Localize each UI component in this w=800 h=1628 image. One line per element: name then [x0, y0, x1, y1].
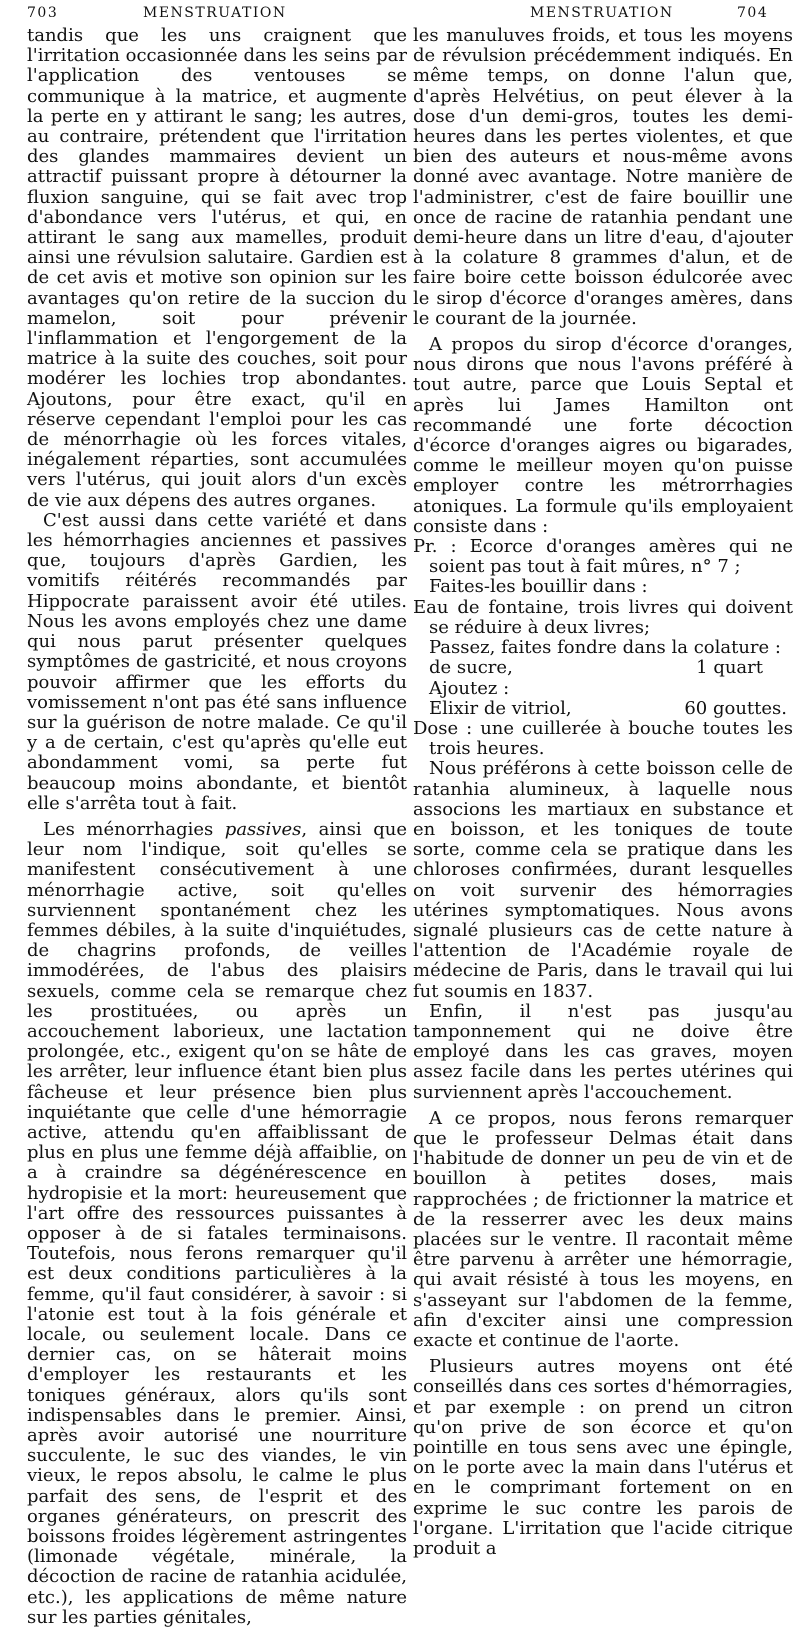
left-paragraph-3-rest: , ainsi que leur nom l'indique, soit qu'elles se manifestent consécutivement à une ménorrhagie active, soit qu'elles surviennent spontanément chez les femmes débiles, à la suite d'inquiétudes, de chagrins profonds, de veilles immodérées, de l'abus des plaisirs sexuels, comme cela se remarque chez les prostituées, ou après un accouchement laborieux, une lactation prolongée, etc., exigent qu'on se hâte de les arrêter, leur influence étant bien plus fâcheuse et leur présence bien plus inquiétante que celle d'une hémorragie active, attendu qu'en affaiblissant de plus en plus une femme déjà affaiblie, on a à craindre sa dégénérescence en hydropisie et la mort: heureusement que l'art offre des ressources puissantes à opposer à de si fatales terminaisons. Toutefois, nous ferons remarquer qu'il est deux conditions particulières à la femme, qu'il faut considérer, à savoir : si l'atonie est tout à la fois générale et locale, ou seulement locale. Dans ce dernier cas, on se hâterait moins d'employer les restaurants et les toniques généraux, alors qu'ils sont indispensables dans le premier. Ainsi, après avoir autorisé une nourriture succulente, le suc des viandes, le vin vieux, le repos absolu, le calme le plus parfait des sens, de l'esprit et des organes générateurs, on prescrit des boissons froides légèrement astringentes (limonade végétale, minérale, la décoction de racine de ratanhia acidulée, etc.), les applications de même nature sur les parties génitales,	[27, 818, 407, 1628]
right-page-number: 704	[737, 5, 769, 21]
left-paragraph-2: C'est aussi dans cette variété et dans les hémorrhagies anciennes et passives que, toujours d'après Gardien, les vomitifs réitérés recommandés par Hippocrate paraissent avoir été utiles. Nous les avons employés chez une dame qui nous parut présenter quelques symptômes de gastricité, et nous croyons pouvoir affirmer que les efforts du vomissement n'ont pas été sans influence sur la guérison de notre malade. Ce qu'il y a de certain, c'est qu'après qu'elle eut abondamment vomi, sa perte fut beaucoup moins abondante, et bientôt elle s'arrêta tout à fait.	[27, 509, 407, 814]
formula-add: Ajoutez :	[429, 677, 510, 699]
formula-sugar-label: de sucre,	[429, 657, 513, 679]
left-page-number: 703	[27, 5, 59, 21]
right-column	[413, 25, 793, 1560]
formula-pr: Pr. : Ecorce d'oranges amères qui ne soient pas tout à fait mûres, n° 7 ;	[413, 536, 793, 578]
right-paragraph-4: Enfin, il n'est pas jusqu'au tamponnement qui ne doive être employé dans les cas graves, moyen assez facile dans les pertes utérines qui surviennent après l'accouchement.	[413, 1000, 793, 1103]
formula-water: Eau de fontaine, trois livres qui doivent se réduire à deux livres;	[413, 596, 793, 638]
formula-boil: Faites-les bouillir dans :	[429, 576, 648, 598]
right-running-title: MENSTRUATION	[530, 5, 674, 21]
formula-sugar-row	[413, 658, 793, 678]
right-paragraph-1: les manuluves froids, et tous les moyens de révulsion précédemment indiqués. En même temps, on donne l'alun que, d'après Helvétius, on peut élever à la dose d'un demi-gros, toutes les demi-heures dans les pertes violentes, et que bien des auteurs et nous-même avons donné avec avantage. Notre manière de l'administrer, c'est de faire bouillir une once de racine de ratanhia pendant une demi-heure dans un litre d'eau, d'ajouter à la colature 8 grammes d'alun, et de faire boire cette boisson édulcorée avec le sirop d'écorce d'oranges amères, dans le courant de la journée.	[413, 25, 793, 329]
right-paragraph-3: Nous préférons à cette boisson celle de ratanhia alumineux, à laquelle nous associons les martiaux en substance et en boisson, et les toniques de toute sorte, comme cela se pratique dans les chloroses confirmées, durant lesquelles on voit survenir des hémorragies utérines symptomatiques. Nous avons signalé plusieurs cas de cette nature à l'attention de l'Académie royale de médecine de Paris, dans le travail qui lui fut soumis en 1837.	[413, 758, 793, 1002]
left-column	[27, 25, 407, 1628]
right-paragraph-5: A ce propos, nous ferons remarquer que le professeur Delmas était dans l'habitude de donner un peu de vin et de bouillon à petites doses, mais rapprochées ; de frictionner la matrice et de la resserrer avec les deux mains placées sur le ventre. Il racontait même être parvenu à arrêter une hémorragie, qui avait résisté à tous les moyens, en s'asseyant sur l'abdomen de la femme, afin d'exciter ainsi une compression exacte et continue de l'aorte.	[413, 1107, 793, 1351]
left-paragraph-3	[27, 820, 407, 1628]
formula-sugar-qty: 1 quart	[696, 657, 763, 679]
formula-dissolve: Passez, faites fondre dans la colature :	[429, 637, 781, 659]
formula-dose: Dose : une cuillerée à bouche toutes les trois heures.	[413, 717, 793, 760]
left-running-title: MENSTRUATION	[143, 5, 287, 21]
right-paragraph-2: A propos du sirop d'écorce d'oranges, nous dirons que nous l'avons préféré à tout autre, parce que Louis Septal et après lui James Hamilton ont recommandé une forte décoction d'écorce d'oranges aigres ou bigarades, comme le meilleur moyen qu'on puisse employer contre les métrorrhagies atoniques. La formule qu'ils employaient consiste dans :	[413, 334, 793, 537]
left-paragraph-3-italic: passives	[224, 818, 302, 840]
formula-elixir-qty: 60 gouttes.	[684, 697, 787, 719]
left-paragraph-1: tandis que les uns craignent que l'irritation occasionnée dans les seins par l'application des ventouses se communique à la matrice, et augmente la perte en y attirant le sang; les autres, au contraire, prétendent que l'irritation des glandes mammaires devient un attractif puissant propre à détourner la fluxion sanguine, qui se fait avec trop d'abondance vers l'utérus, et qui, en attirant le sang aux mamelles, produit ainsi une révulsion salutaire. Gardien est de cet avis et motive son opinion sur les avantages qu'on retire de la succion du mamelon, soit pour prévenir l'inflammation et l'engorgement de la matrice à la suite des couches, soit pour modérer les lochies trop abondantes. Ajoutons, pour être exact, qu'il en réserve cependant l'emploi pour les cas de ménorrhagie où les forces vitales, inégalement réparties, sont accumulées vers l'utérus, qui jouit alors d'un excès de vie aux dépens des autres organes.	[27, 25, 407, 511]
left-paragraph-3-lead: Les ménorrhagies	[43, 818, 225, 840]
formula-elixir-label: Elixir de vitriol,	[429, 697, 572, 719]
formula-elixir-row	[413, 699, 793, 719]
right-paragraph-6: Plusieurs autres moyens ont été conseillés dans ces sortes d'hémorragies, et par exemple : on prend un citron qu'on prive de son écorce et qu'on pointille en tous sens avec une épingle, on le porte avec la main dans l'utérus et en le comprimant fortement on en exprime le suc contre les parois de l'organe. L'irritation que l'acide citrique produit a	[413, 1356, 793, 1560]
